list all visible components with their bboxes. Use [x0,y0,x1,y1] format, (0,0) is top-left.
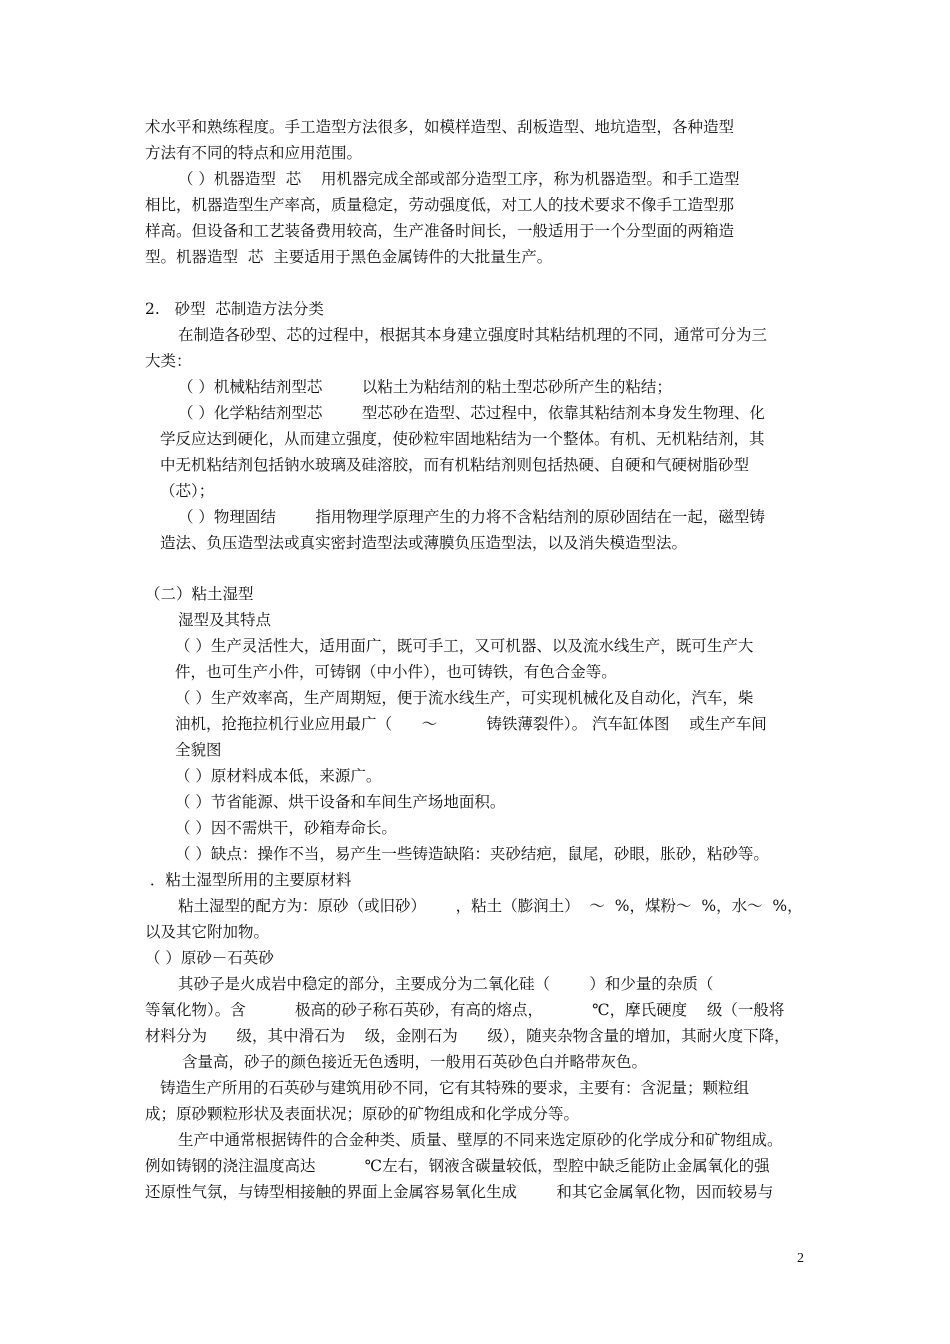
text-line: （ ）因不需烘干，砂箱寿命长。 [175,819,397,837]
subsection-heading: （ ）原砂－石英砂 [145,949,274,967]
text-line: （ ）化学粘结剂型芯 型芯砂在造型、芯过程中，依靠其粘结剂本身发生物理、化 [178,404,765,422]
text-line: 成；原砂颗粒形状及表面状况；原砂的矿物组成和化学成分等。 [145,1105,580,1123]
text-line: （ ）机械粘结剂型芯 以粘土为粘结剂的粘土型芯砂所产生的粘结； [178,378,672,396]
page-number: 2 [797,1251,804,1266]
text-line: 样高。但设备和工艺装备费用较高，生产准备时间长，一般适用于一个分型面的两箱造 [145,222,735,240]
text-line: 相比，机器造型生产率高，质量稳定，劳动强度低，对工人的技术要求不像手工造型那 [145,196,735,214]
text-line: 造法、负压造型法或真实密封造型法或薄膜负压造型法，以及消失模造型法。 [160,534,688,552]
text-line: （ ）生产效率高，生产周期短，便于流水线生产，可实现机械化及自动化，汽车，柴 [175,689,754,707]
text-line: （ ）生产灵活性大，适用面广，既可手工，又可机器、以及流水线生产，既可生产大 [175,637,754,655]
text-line: 例如铸钢的浇注温度高达 ℃左右，钢液含碳量较低，型腔中缺乏能防止金属氧化的强 [145,1157,770,1175]
text-line: 以及其它附加物。 [145,923,270,941]
text-line: 在制造各砂型、芯的过程中，根据其本身建立强度时其粘结机理的不同，通常可分为三 [178,326,768,344]
text-line: （ ）缺点：操作不当，易产生一些铸造缺陷：夹砂结疤，鼠尾，砂眼，胀砂，粘砂等。 [175,845,769,863]
text-line: 型。机器造型 芯 主要适用于黑色金属铸件的大批量生产。 [145,248,553,266]
text-line: 生产中通常根据铸件的合金种类、质量、壁厚的不同来选定原砂的化学成分和矿物组成。 [178,1131,783,1149]
text-line: （ ）机器造型 芯 用机器完成全部或部分造型工序，称为机器造型。和手工造型 [178,170,740,188]
section-heading: （二）粘土湿型 [145,585,254,603]
text-line: （ ）物理固结 指用物理学原理产生的力将不含粘结剂的原砂固结在一起，磁型铸 [178,508,765,526]
subsection-heading: ．粘土湿型所用的主要原材料 [145,871,352,889]
text-line: 中无机粘结剂包括钠水玻璃及硅溶胶，而有机粘结剂则包括热硬、自硬和气硬树脂砂型 [160,456,750,474]
text-line: （芯）； [160,482,215,500]
text-line: 术水平和熟练程度。手工造型方法很多，如模样造型、刮板造型、地坑造型，各种造型 [145,118,735,136]
text-line: 还原性气氛，与铸型相接触的界面上金属容易氧化生成 和其它金属氧化物，因而较易与 [145,1183,774,1201]
text-line: 材料分为 级，其中滑石为 级，金刚石为 级），随夹杂物含量的增加，其耐火度下降， [145,1027,790,1045]
subsection-heading: 湿型及其特点 [178,611,272,629]
text-line: 含量高，砂子的颜色接近无色透明，一般用石英砂色白并略带灰色。 [182,1053,648,1071]
text-line: 件，也可生产小件，可铸钢（中小件），也可铸铁，有色合金等。 [175,663,617,681]
text-line: （ ）原材料成本低，来源广。 [175,767,382,785]
text-line: 粘土湿型的配方为：原砂（或旧砂） ，粘土（膨润土） ～ %，煤粉～ %，水～ %， [178,897,803,915]
text-line: 其砂子是火成岩中稳定的部分，主要成分为二氧化硅（ ）和少量的杂质（ [178,975,714,993]
section-heading: 2. 砂型 芯制造方法分类 [145,300,324,318]
text-line: 油机，抢拖拉机行业应用最广（ ～ 铸铁薄裂件）。 汽车缸体图 或生产车间 [175,715,767,733]
text-line: 学反应达到硬化，从而建立强度，使砂粒牢固地粘结为一个整体。有机、无机粘结剂，其 [160,430,765,448]
text-line: 全貌图 [175,741,222,759]
text-line: 等氧化物）。含 极高的砂子称石英砂，有高的熔点， ℃，摩氏硬度 级（一般将 [145,1001,785,1019]
text-line: 方法有不同的特点和应用范围。 [145,144,363,162]
text-line: （ ）节省能源、烘干设备和车间生产场地面积。 [175,793,506,811]
text-line: 大类： [145,352,192,370]
text-line: 铸造生产所用的石英砂与建筑用砂不同，它有其特殊的要求，主要有：含泥量；颗粒组 [160,1079,750,1097]
